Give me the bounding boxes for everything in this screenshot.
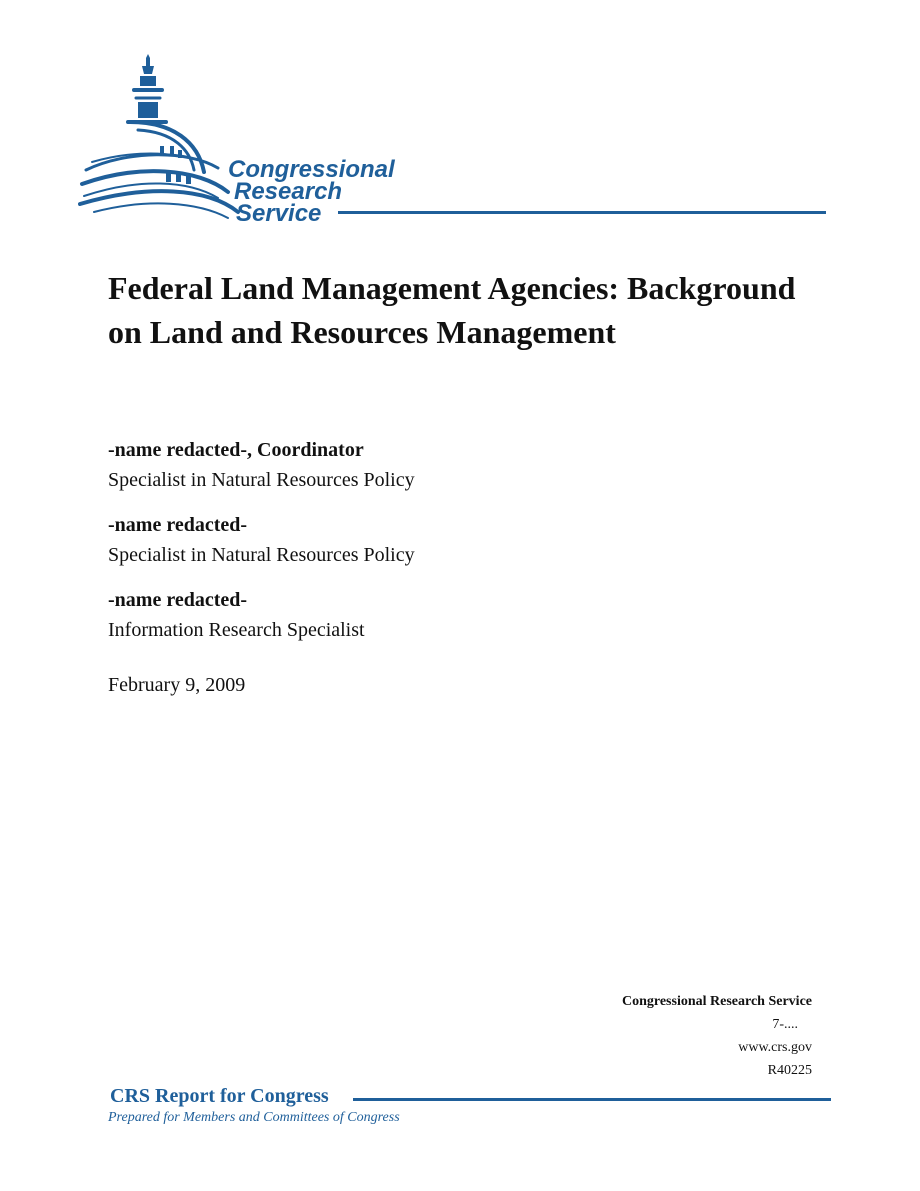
footer-website[interactable]: www.crs.gov bbox=[738, 1040, 812, 1055]
author-name: -name redacted- bbox=[108, 589, 248, 611]
author-role: Information Research Specialist bbox=[108, 619, 365, 641]
logo-text-service: Service bbox=[236, 200, 322, 227]
footer-info bbox=[622, 990, 812, 1082]
author-block bbox=[108, 585, 365, 645]
author-role: Specialist in Natural Resources Policy bbox=[108, 469, 415, 491]
report-title: Federal Land Management Agencies: Background on Land and Resources Management bbox=[108, 270, 796, 350]
footer-org: Congressional Research Service bbox=[621, 994, 812, 1009]
author-block bbox=[108, 510, 415, 570]
series-subtitle: Prepared for Members and Committees of Congress bbox=[108, 1110, 400, 1125]
author-role: Specialist in Natural Resources Policy bbox=[108, 544, 415, 566]
footer-report-number: R40225 bbox=[767, 1063, 812, 1078]
footer-phone: 7-.... bbox=[772, 1017, 798, 1032]
footer-rule bbox=[353, 1098, 831, 1101]
report-date: February 9, 2009 bbox=[108, 674, 246, 696]
author-name: -name redacted- bbox=[108, 514, 248, 536]
series-title: CRS Report for Congress bbox=[110, 1085, 329, 1107]
logo-text-congressional: Congressional bbox=[228, 156, 395, 183]
author-name: -name redacted-, Coordinator bbox=[108, 439, 364, 461]
logo-text-research: Research bbox=[234, 178, 343, 205]
header-rule bbox=[338, 211, 826, 214]
author-block bbox=[108, 435, 415, 495]
